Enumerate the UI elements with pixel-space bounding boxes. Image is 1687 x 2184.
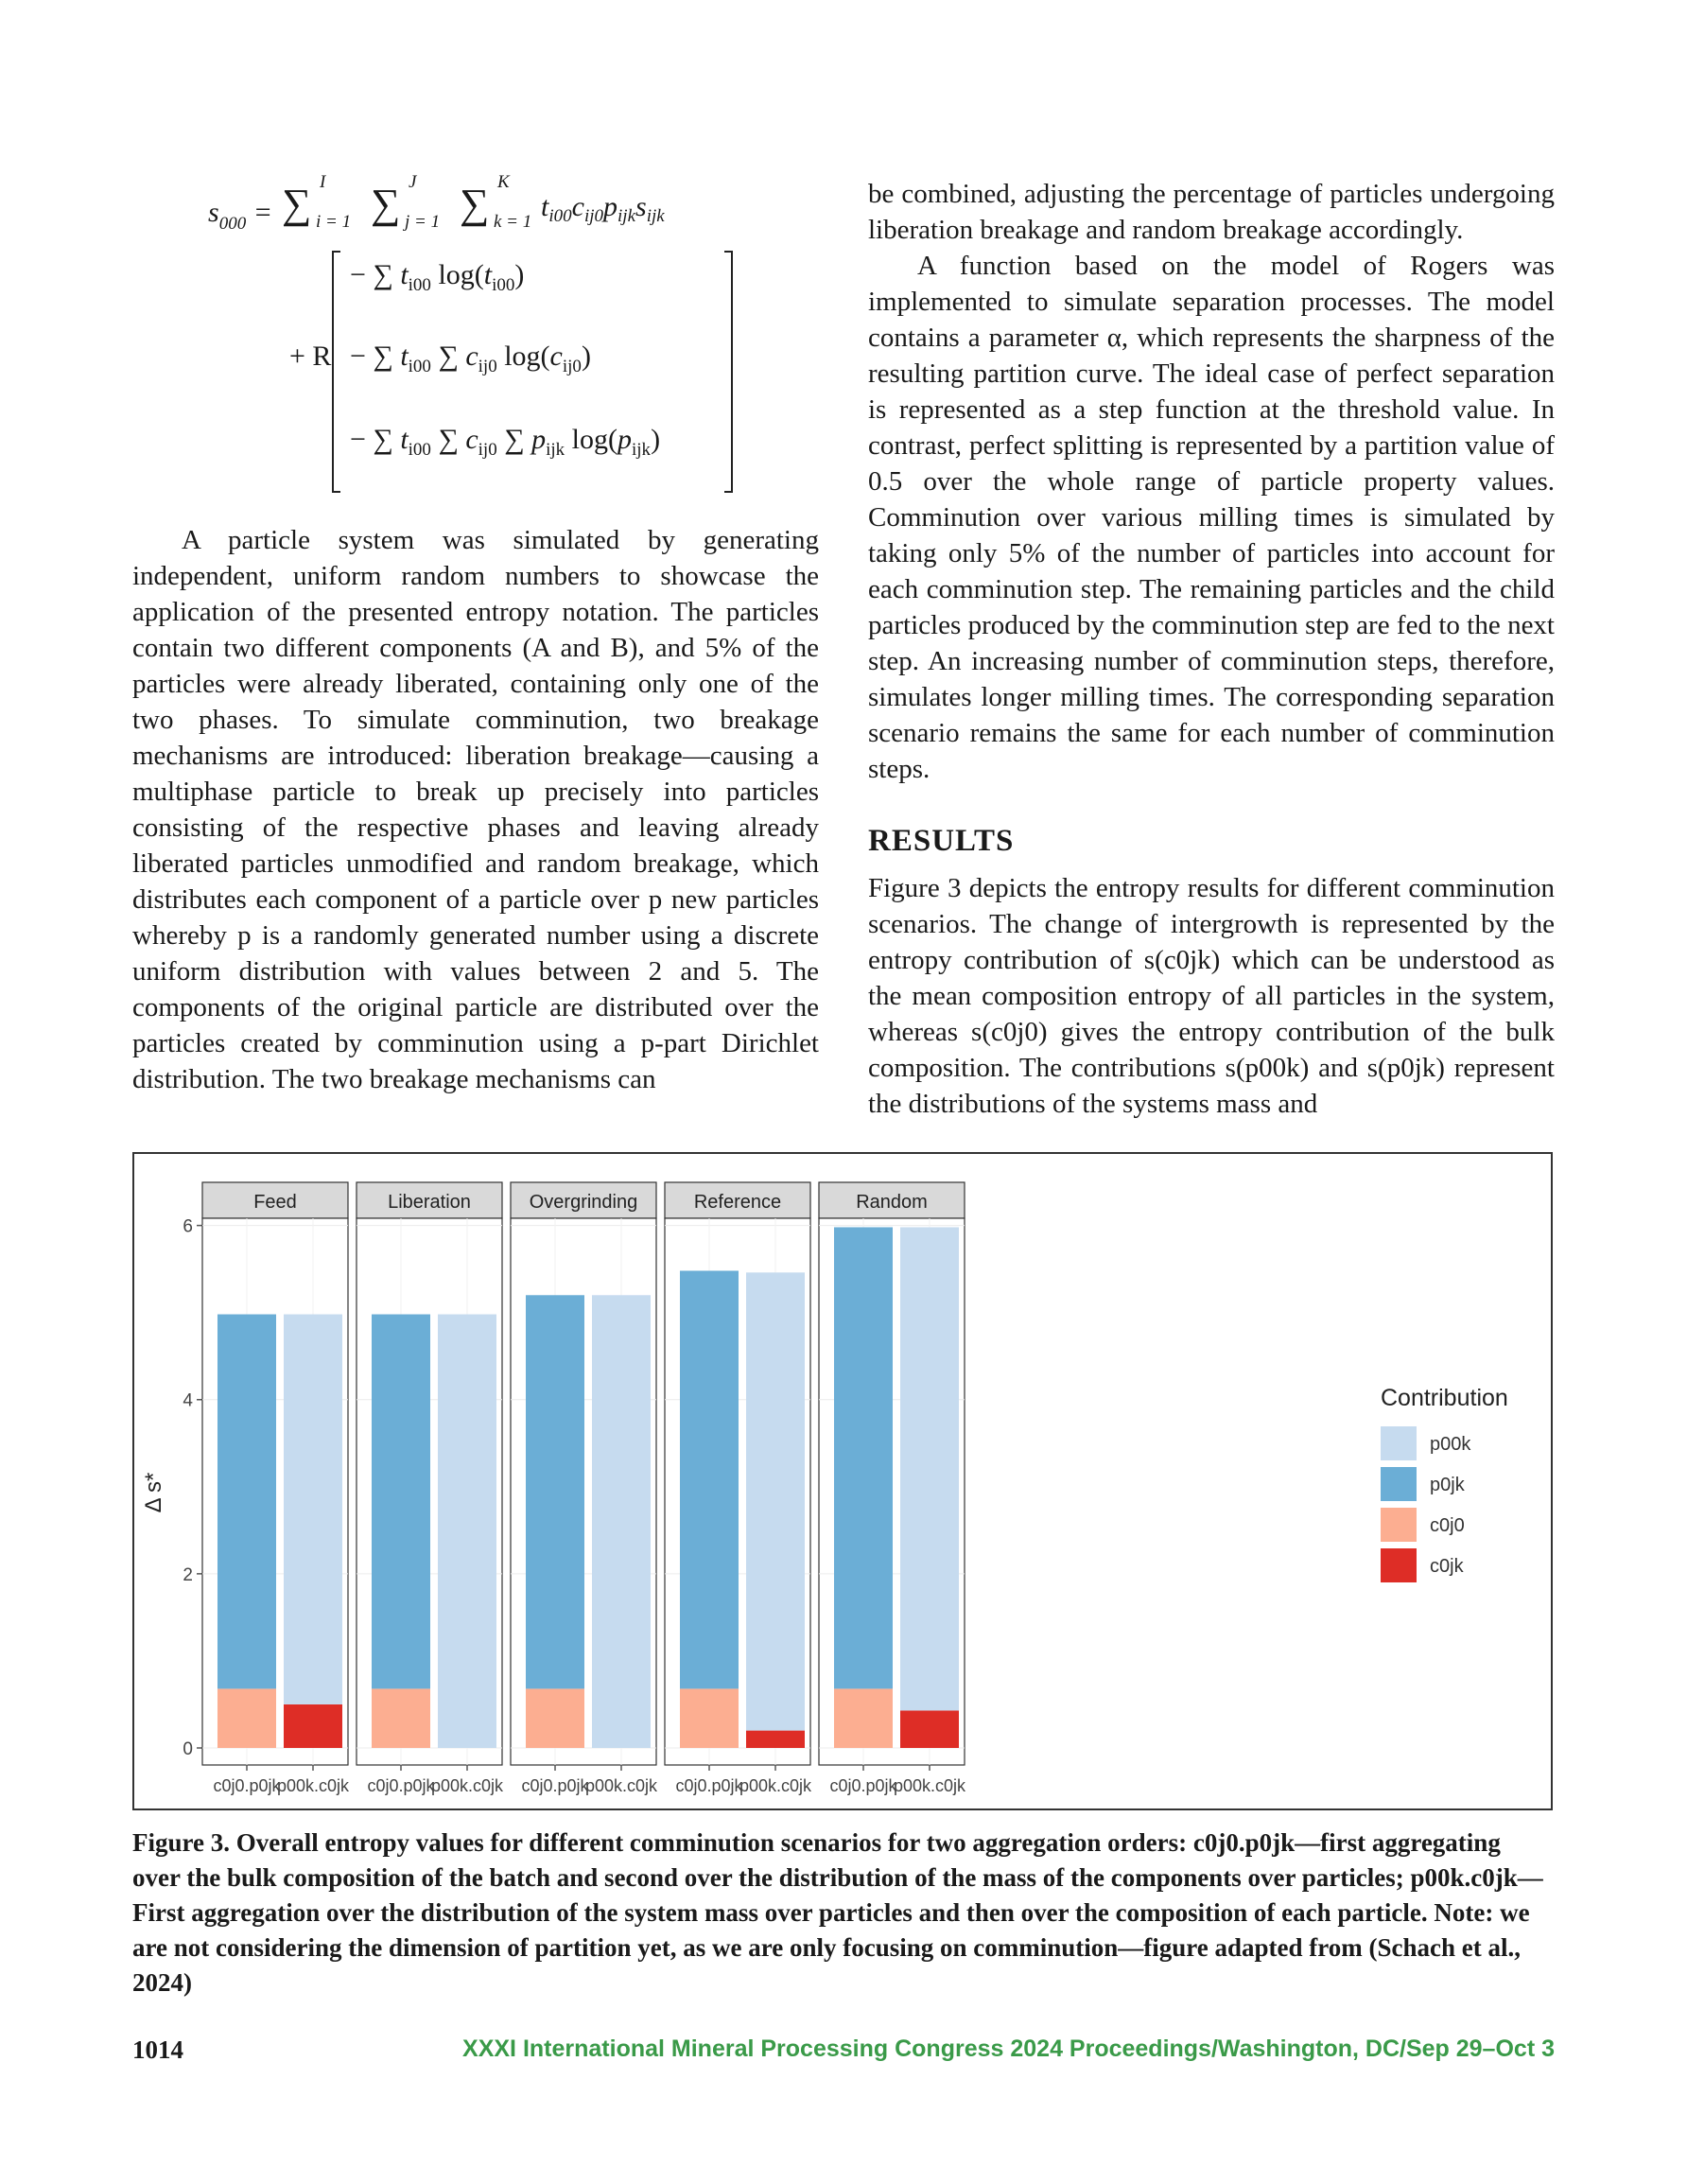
bar-segment-p0jk [834,1227,893,1688]
bar-segment-c0j0 [526,1688,584,1748]
y-tick-label: 6 [183,1216,193,1237]
bar-segment-p00k [284,1315,342,1704]
equation-line-1: − ∑ $t_{i00}$ $\log(t_{i00})$ [350,259,525,295]
x-tick-label: p00k.c0jk [893,1776,966,1795]
sum-i-symbol: ∑ [282,181,312,227]
facet-label: Feed [253,1192,297,1213]
x-tick-label: c0j0.p0jk [829,1776,897,1795]
bar-segment-p0jk [526,1295,584,1688]
right-paragraph-1: be combined, adjusting the percentage of particles undergoing liberation breakage and random breakage accordingly. [868,179,1555,245]
bar-segment-p00k [746,1272,805,1730]
x-tick-label: c0j0.p0jk [675,1776,743,1795]
facet-label: Reference [693,1192,782,1213]
legend-label: c0j0 [1430,1515,1465,1536]
x-tick-label: p00k.c0jk [584,1776,658,1795]
right-column [868,176,1555,1122]
sum-k-upper: K [497,172,510,192]
bar-segment-c0j0 [834,1688,893,1748]
facet-label: Random [856,1192,928,1213]
x-tick-label: p00k.c0jk [430,1776,504,1795]
legend-swatch [1381,1548,1417,1582]
sum-i-lower: i = 1 [316,212,352,232]
x-tick-label: c0j0.p0jk [521,1776,589,1795]
equation-lhs: $s_{000}$ = [208,197,272,234]
y-tick-label: 4 [183,1390,193,1411]
equation-terms: $t_{i00}c_{ij0}p_{ijk}s_{ijk}$ [541,191,665,226]
right-paragraph-2: A function based on the model of Rogers was implemented to simulate separation processes. The model contains a parameter α, which represents the sharpness of the resulting partition curve. The ideal case of perfect separation is represented as a step function at the threshold value. In contrast, perfect splitting is represented by a partition value of 0.5 over the whole range of particle property values. Comminution over various milling times is simulated by taking only 5% of the number of particles into account for each comminution step. The remaining particles and the child particles produced by the comminution step are fed to the next step. An increasing number of comminution steps, therefore, simulates longer milling times. The corresponding separation scenario remains the same for each number of comminution steps. [868,251,1555,784]
x-tick-label: p00k.c0jk [739,1776,812,1795]
left-column [132,522,819,1097]
x-tick-label: c0j0.p0jk [367,1776,435,1795]
page-number: 1014 [132,2035,183,2064]
results-heading: RESULTS [868,824,1015,858]
x-tick-label: p00k.c0jk [276,1776,350,1795]
equation-line-2: − ∑ $t_{i00}$ ∑ $c_{ij0}$ $\log(c_{ij0})$ [350,341,591,376]
bar-segment-p00k [438,1315,496,1748]
figure-caption: Figure 3. Overall entropy values for different comminution scenarios for two aggregation orders: c0j0.p0jk—first aggregating over the bulk composition of the batch and second over the distribution of the mass of the components over particles; p00k.c0jk—First aggregation over the distribution of the system mass over particles and then over the composition of each particle. Note: we are not considering the dimension of partition yet, as we are only focusing on comminution—figure adapted from (Schach et al., 2024) [132,1828,1543,1997]
bar-segment-c0jk [746,1731,805,1748]
bar-segment-c0jk [284,1704,342,1748]
legend-label: p0jk [1430,1475,1465,1495]
legend-label: c0jk [1430,1556,1464,1577]
conference-title: XXXI International Mineral Processing Congress 2024 Proceedings/Washington, DC/Sep 29–Oct 3 [462,2035,1555,2062]
sum-j-symbol: ∑ [371,181,401,227]
bar-segment-c0j0 [372,1688,430,1748]
legend-swatch [1381,1426,1417,1460]
bar-segment-c0j0 [680,1688,739,1748]
equation-line-3: − ∑ $t_{i00}$ ∑ $c_{ij0}$ ∑ $p_{ijk}$ $\log(p_{ijk})$ [350,424,661,460]
sum-j-lower: j = 1 [405,212,441,232]
bar-segment-c0j0 [217,1688,276,1748]
bar-segment-p00k [900,1227,959,1710]
figure-3 [132,1152,1553,1810]
right-paragraph-3: Figure 3 depicts the entropy results for different comminution scenarios. The change of intergrowth is represented by the entropy contribution of s(c0jk) which can be understood as the mean composition entropy of all particles in the system, whereas s(c0j0) gives the entropy contribution of the bulk composition. The contributions s(p00k) and s(p0jk) represent the distributions of the systems mass and [868,873,1555,1119]
page-footer [132,2035,1555,2073]
sum-k-lower: k = 1 [494,212,532,232]
equation-plus-r: + R [289,341,332,372]
entropy-equation [208,172,757,498]
bar-segment-c0jk [900,1710,959,1748]
sum-k-symbol: ∑ [460,181,490,227]
y-tick-label: 2 [183,1564,193,1585]
facet-label: Liberation [388,1192,471,1213]
bar-segment-p0jk [680,1270,739,1688]
left-paragraph: A particle system was simulated by generating independent, uniform random numbers to showcase the application of the presented entropy notation. The particles contain two different components (A and B), and 5% of the particles were already liberated, containing only one of the two phases. To simulate comminution, two breakage mechanisms are introduced: liberation breakage—causing a multiphase particle to break up precisely into particles consisting of the respective phases and leaving already liberated particles unmodified and random breakage, which distributes each component of a particle over p new particles whereby p is a randomly generated number using a discrete uniform distribution with values between 2 and 5. The components of the original particle are distributed over the particles created by comminution using a p-part Dirichlet distribution. The two breakage mechanisms can [132,525,819,1094]
legend-label: p00k [1430,1434,1471,1455]
entropy-bar-chart [134,1154,1551,1808]
bar-segment-p0jk [217,1315,276,1689]
sum-j-upper: J [409,172,417,192]
legend-swatch [1381,1467,1417,1501]
facet-label: Overgrinding [529,1192,638,1213]
legend-swatch [1381,1508,1417,1542]
bar-segment-p00k [592,1295,651,1748]
y-tick-label: 0 [183,1739,193,1759]
bar-segment-p0jk [372,1315,430,1689]
sum-i-upper: I [320,172,326,192]
legend-title: Contribution [1381,1385,1508,1411]
x-tick-label: c0j0.p0jk [213,1776,281,1795]
y-axis-label: Δ s* [141,1472,166,1513]
